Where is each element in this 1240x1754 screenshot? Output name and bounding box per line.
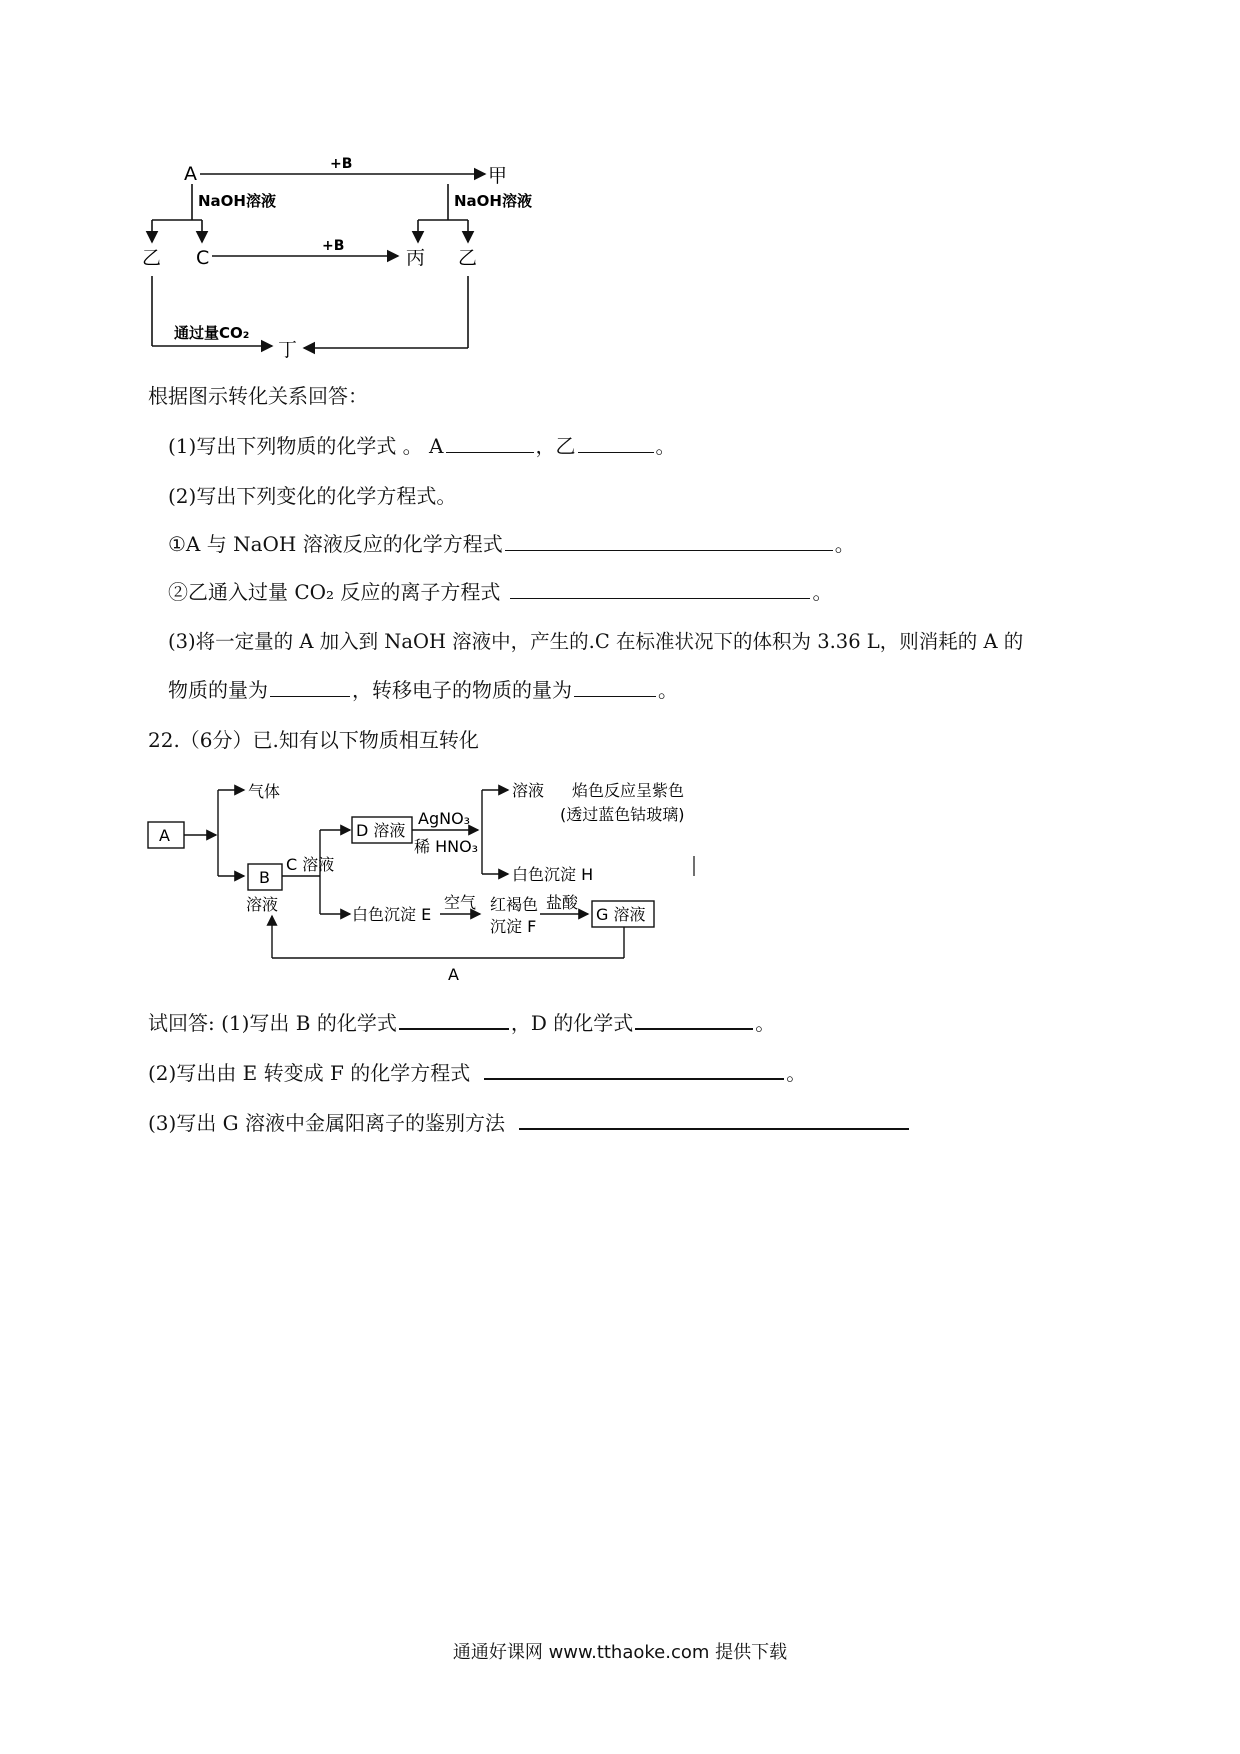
q22-title: 22.（6分）已.知有以下物质相互转化 [148,728,479,752]
node-ding: 丁 [278,339,298,361]
q21-intro: 根据图示转化关系回答： [148,384,368,408]
node-gas: 气体 [248,782,281,801]
q21-part2: (2)写出下列变化的化学方程式。 [168,484,457,508]
label-plus-b-mid: +B [322,238,345,254]
node-c: C [196,247,210,269]
q22-line1: 试回答: (1)写出 B 的化学式 ，D 的化学式 。 [148,1008,775,1037]
answer-blank-b[interactable] [399,1008,509,1030]
node-solution: 溶液 [512,781,545,800]
q22-line2: (2)写出由 E 转变成 F 的化学方程式 。 [148,1058,806,1087]
node-yi-left: 乙 [142,247,162,269]
answer-blank-g-method[interactable] [519,1108,909,1130]
node-yi-right: 乙 [458,247,478,269]
label-agno3: AgNO₃ [418,809,471,828]
label-naoh-left: NaOH溶液 [198,192,276,210]
q22-line3: (3)写出 G 溶液中金属阳离子的鉴别方法 [148,1108,911,1137]
answer-blank-a[interactable] [446,432,534,453]
note-flame-1: 焰色反应呈紫色 [572,781,685,800]
node-b: B [259,868,270,887]
label-co2: 通过量CO₂ [174,324,250,342]
answer-blank-e-f[interactable] [484,1058,784,1080]
answer-blank-d[interactable] [635,1008,753,1030]
answer-blank-eq2[interactable] [510,578,810,599]
label-a-bottom: A [448,965,459,984]
q21-part2-2: ②乙通入过量 CO₂ 反应的离子方程式 。 [168,580,833,604]
label-c-solution: C 溶液 [286,855,335,874]
answer-blank-yi[interactable] [578,432,654,453]
answer-blank-eq1[interactable] [505,530,833,551]
label-hcl: 盐酸 [546,893,579,912]
label-air: 空气 [444,893,477,912]
label-hno3: 稀 HNO₃ [414,837,479,856]
node-red-1: 红褐色 [490,895,539,914]
q21-part2-1: ①A 与 NaOH 溶液反应的化学方程式 。 [168,532,855,556]
node-a: A [184,163,197,185]
node-b-sub: 溶液 [246,895,279,914]
answer-blank-mol-a[interactable] [270,676,350,697]
label-naoh-right: NaOH溶液 [454,192,532,210]
node-bing: 丙 [406,247,426,269]
diagram-1 [140,150,600,370]
diagram-2 [140,770,800,990]
q21-part3-line1: (3)将一定量的 A 加入到 NaOH 溶液中，产生的.C 在标准状况下的体积为 3.36 L，则消耗的 A 的 [168,630,1024,653]
page-footer: 通通好课网 www.tthaoke.com 提供下载 [452,1642,788,1663]
node-red-2: 沉淀 F [490,917,537,936]
q21-part3-line2: 物质的量为 ，转移电子的物质的量为 。 [168,678,678,702]
node-white-e: 白色沉淀 E [352,905,432,924]
node-white-h: 白色沉淀 H [512,865,594,884]
node-a2: A [159,826,170,845]
note-flame-2: (透过蓝色钴玻璃) [560,805,685,824]
node-g: G 溶液 [596,905,646,924]
node-jia: 甲 [488,165,508,187]
answer-blank-electrons[interactable] [574,676,656,697]
label-plus-b-top: +B [330,156,353,172]
node-d: D 溶液 [356,821,406,840]
q21-part1: (1)写出下列物质的化学式 。 A ，乙 。 [168,434,676,458]
